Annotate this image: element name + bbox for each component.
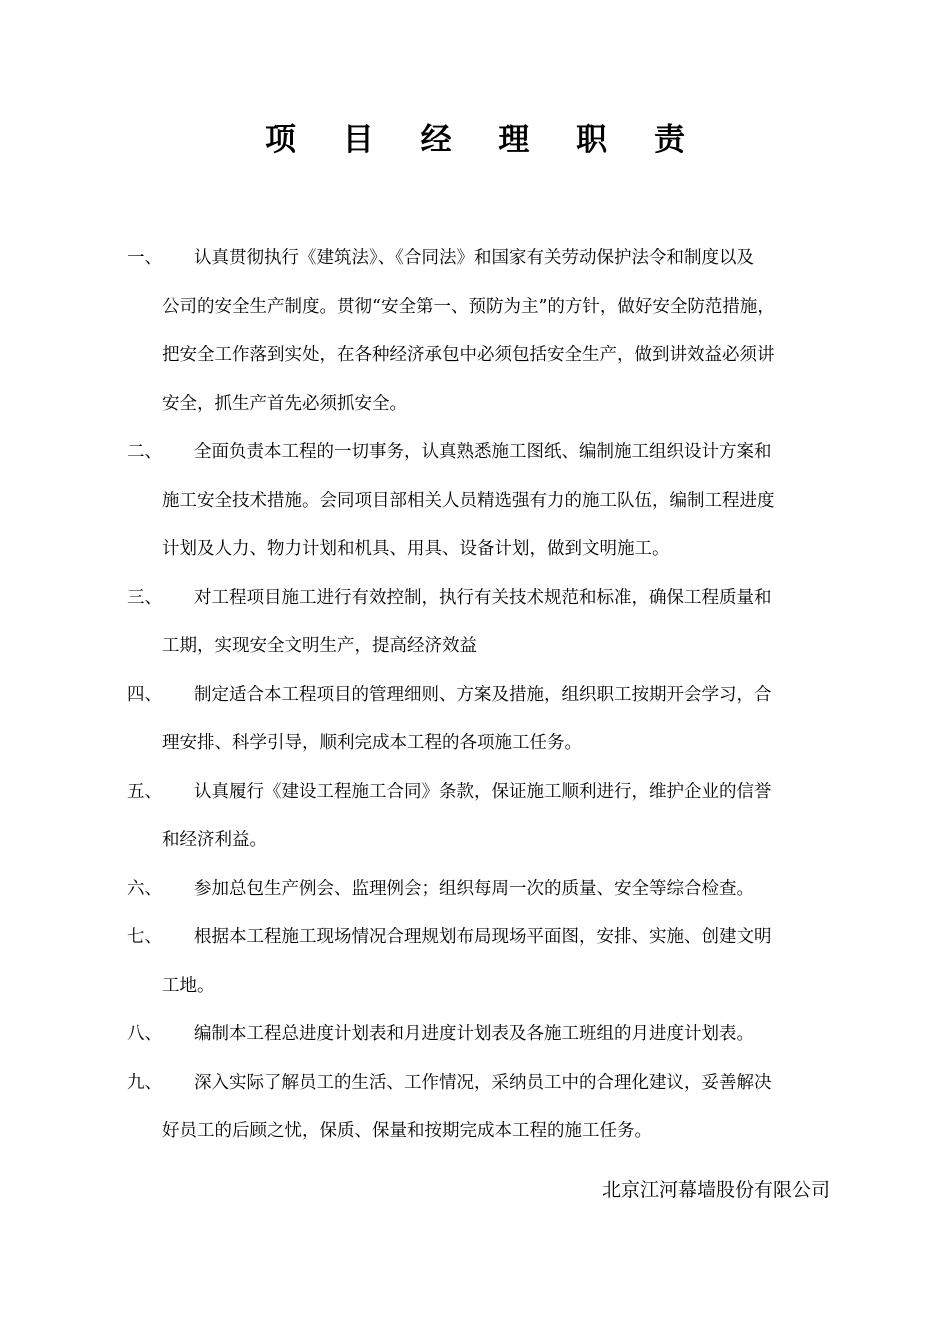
item-text-line: 和经济利益。 <box>162 830 267 850</box>
item-text-line: 根据本工程施工现场情况合理规划布局现场平面图，安排、实施、创建文明 <box>194 927 772 947</box>
item-number: 八、 <box>127 1024 162 1044</box>
item-number: 九、 <box>127 1072 162 1093</box>
item-text-line: 好员工的后顾之忧，保质、保量和按期完成本工程的施工任务。 <box>162 1121 652 1141</box>
item-text-line: 工地。 <box>162 975 215 996</box>
list-item <box>127 428 847 574</box>
list-item <box>127 865 847 914</box>
list-item <box>127 671 847 768</box>
list-item <box>127 913 847 1010</box>
item-text-line: 工期，实现安全文明生产，提高经济效益 <box>162 636 477 656</box>
list-item <box>127 1059 847 1156</box>
item-number: 七、 <box>127 927 162 947</box>
item-text-line: 把安全工作落到实处，在各种经济承包中必须包括安全生产，做到讲效益必须讲 <box>162 345 775 365</box>
item-text-line: 编制本工程总进度计划表和月进度计划表及各施工班组的月进度计划表。 <box>194 1024 754 1044</box>
list-item <box>127 1010 847 1059</box>
responsibility-list <box>127 234 847 1156</box>
item-text-line: 施工安全技术措施。会同项目部相关人员精选强有力的施工队伍，编制工程进度 <box>162 490 775 511</box>
item-text-line: 计划及人力、物力计划和机具、用具、设备计划，做到文明施工。 <box>162 539 670 559</box>
item-text-line: 认真贯彻执行《建筑法》、《合同法》和国家有关劳动保护法令和制度以及 <box>194 248 754 268</box>
item-number: 二、 <box>127 442 162 462</box>
item-text-line: 认真履行《建设工程施工合同》条款，保证施工顺利进行，维护企业的信誉 <box>194 781 772 802</box>
item-text-line: 安全，抓生产首先必须抓安全。 <box>162 393 407 414</box>
item-text-line: 对工程项目施工进行有效控制，执行有关技术规范和标准，确保工程质量和 <box>194 587 772 608</box>
list-item <box>127 234 847 428</box>
item-number: 六、 <box>127 878 162 899</box>
item-text-line: 参加总包生产例会、监理例会；组织每周一次的质量、安全等综合检查。 <box>194 878 754 899</box>
item-number: 五、 <box>127 781 162 802</box>
document-title: 项 目 经 理 职 责 <box>265 122 703 158</box>
item-number: 一、 <box>127 248 162 268</box>
item-text-line: 公司的安全生产制度。贯彻“安全第一、预防为主”的方针，做好安全防范措施， <box>162 296 775 317</box>
item-number: 四、 <box>127 684 162 705</box>
list-item <box>127 574 847 671</box>
list-item <box>127 768 847 865</box>
company-name: 北京江河幕墙股份有限公司 <box>601 1179 830 1201</box>
item-text-line: 理安排、科学引导，顺利完成本工程的各项施工任务。 <box>162 733 582 753</box>
item-text-line: 深入实际了解员工的生活、工作情况，采纳员工中的合理化建议，妥善解决 <box>194 1072 772 1093</box>
item-number: 三、 <box>127 587 162 608</box>
item-text-line: 制定适合本工程项目的管理细则、方案及措施，组织职工按期开会学习，合 <box>194 684 772 705</box>
item-text-line: 全面负责本工程的一切事务，认真熟悉施工图纸、编制施工组织设计方案和 <box>194 442 772 462</box>
